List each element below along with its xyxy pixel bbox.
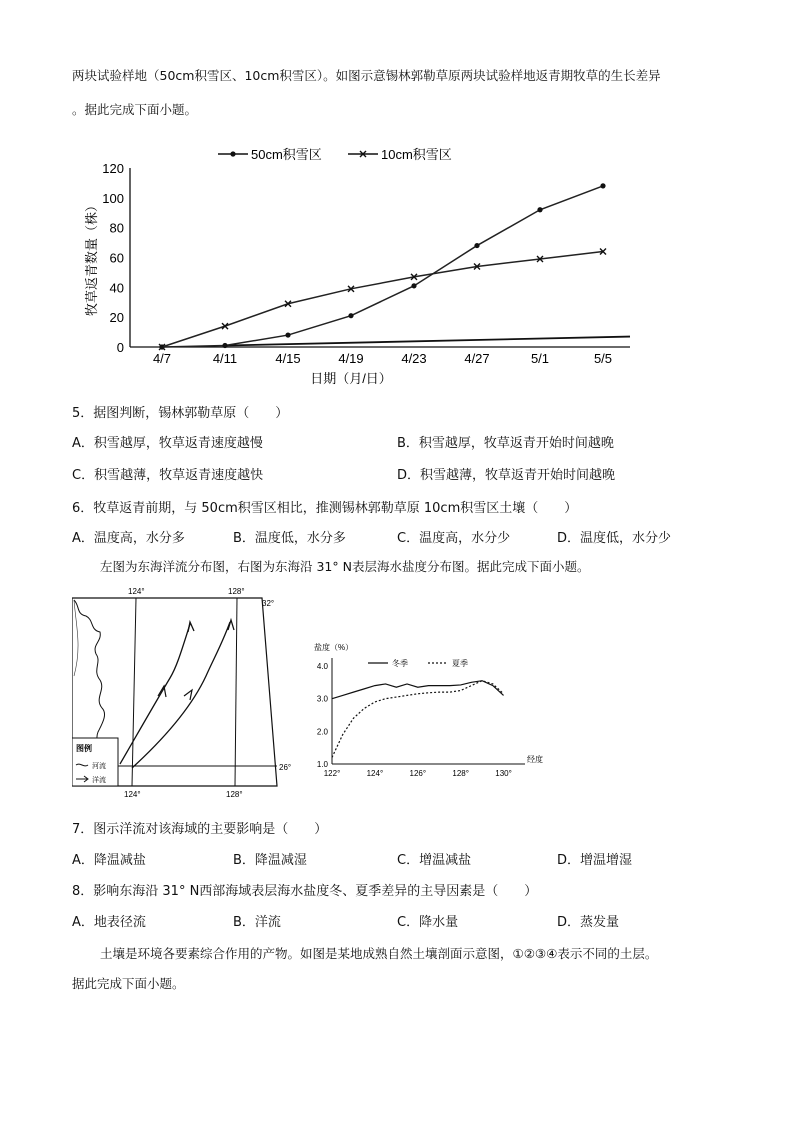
q5-option-d[interactable]: D．积雪越薄，牧草返青开始时间越晚 [397, 468, 616, 483]
chart1-point-50cm [411, 283, 416, 288]
q5-option-a[interactable]: A．积雪越厚，牧草返青速度越慢 [72, 436, 263, 451]
map-lon-124-bottom: 124° [124, 790, 141, 798]
q7-option-d[interactable]: D．增温增湿 [557, 853, 633, 868]
q5-option-b[interactable]: B．积雪越厚，牧草返青开始时间越晚 [397, 436, 614, 451]
chart1-series-line-1 [162, 252, 603, 347]
q8-option-d[interactable]: D．蒸发量 [557, 915, 620, 930]
q8-stem: 8．影响东海沿 31° N西部海域表层海水盐度冬、夏季差异的主导因素是（ ） [72, 884, 538, 899]
intro-line-1: 两块试验样地（50cm积雪区、10cm积雪区）。如图示意锡林郭勒草原两块试验样地返青期牧草的生长差异 [72, 68, 661, 83]
chart1-point-50cm [222, 343, 227, 348]
q6-option-a[interactable]: A．温度高，水分多 [72, 531, 185, 546]
chart2-legend-label-1: 夏季 [452, 659, 468, 668]
q6-option-d[interactable]: D．温度低，水分少 [557, 531, 672, 546]
intro-3-line-2: 据此完成下面小题。 [72, 976, 185, 991]
chart1-y-tick-label: 120 [102, 161, 124, 176]
chart1-point-50cm [285, 332, 290, 337]
intro-3-line-1: 土壤是环境各要素综合作用的产物。如图是某地成熟自然土壤剖面示意图，①②③④表示不同的土层。 [100, 946, 658, 961]
q5-option-c[interactable]: C．积雪越薄，牧草返青速度越快 [72, 468, 264, 483]
map-lon-124-top: 124° [128, 587, 145, 596]
chart2-x-tick-label: 126° [409, 769, 427, 778]
chart1-point-50cm [348, 313, 353, 318]
chart1-y-tick-label: 100 [102, 190, 124, 206]
chart1-x-tick-label: 5/5 [593, 351, 613, 366]
map-lat-26: 26° [279, 763, 292, 772]
map-legend-title: 图例 [76, 744, 92, 753]
chart1-x-tick-label: 4/19 [338, 351, 364, 366]
chart1-y-tick-label: 60 [109, 250, 124, 266]
q6-option-c[interactable]: C．温度高，水分少 [397, 531, 511, 546]
q8-option-c[interactable]: C．降水量 [397, 915, 459, 930]
chart2-y-tick-label: 4.0 [316, 662, 328, 671]
intro-line-2: 。据此完成下面小题。 [72, 102, 198, 117]
q7-option-b[interactable]: B．降温减湿 [233, 853, 307, 868]
intro-2: 左图为东海洋流分布图，右图为东海沿 31° N表层海水盐度分布图。据此完成下面小题。 [100, 559, 590, 574]
chart1-legend-label-0: 50cm积雪区 [251, 147, 322, 162]
chart2-y-tick-label: 2.0 [316, 727, 328, 737]
chart2-y-tick-label: 1.0 [316, 760, 328, 769]
map-lat-32: 32° [262, 599, 275, 608]
chart1-y-axis-label: 牧草返青数量（株） [84, 198, 99, 317]
chart1-x-tick-label: 4/27 [464, 351, 490, 366]
salinity-chart [310, 636, 550, 786]
chart2-series-line-1 [332, 681, 504, 758]
q6-stem: 6．牧草返青前期，与 50cm积雪区相比，推测锡林郭勒草原 10cm积雪区土壤（ ） [72, 501, 578, 516]
chart1-x-tick-label: 4/15 [275, 351, 301, 366]
chart2-x-tick-label: 124° [366, 769, 384, 778]
chart1-y-tick-label: 40 [109, 280, 124, 296]
chart1-y-tick-label: 20 [109, 310, 124, 326]
q7-option-c[interactable]: C．增温减盐 [397, 853, 472, 868]
chart1-y-tick-label: 0 [116, 340, 124, 355]
map-legend-current: 洋流 [92, 777, 106, 784]
map-lon-128-top: 128° [228, 587, 245, 596]
q8-option-b[interactable]: B．洋流 [233, 915, 281, 930]
chart2-legend-label-0: 冬季 [392, 659, 408, 668]
map-lon-128-bottom: 128° [226, 790, 243, 798]
chart2-x-tick-label: 128° [452, 769, 469, 778]
chart2-x-tick-label: 122° [323, 769, 341, 778]
chart2-series-line-0 [332, 681, 504, 699]
chart1-x-axis-label: 日期（月/日） [310, 371, 392, 385]
chart1-baseline-trend [225, 337, 630, 346]
map-legend-river: 河流 [92, 763, 106, 770]
chart2-y-axis-label: 盐度（%） [314, 643, 354, 652]
chart1-point-50cm [474, 243, 479, 248]
grass-greening-chart [80, 140, 650, 385]
east-china-sea-current-map [72, 586, 304, 798]
chart1-point-50cm [537, 207, 542, 212]
q7-option-a[interactable]: A．降温减盐 [72, 853, 146, 868]
q6-option-b[interactable]: B．温度低，水分多 [233, 531, 346, 546]
chart1-point-50cm [600, 183, 605, 188]
chart1-x-tick-label: 5/1 [530, 351, 550, 366]
chart2-x-axis-label: 经度 [527, 755, 543, 764]
q7-stem: 7．图示洋流对该海域的主要影响是（ ） [72, 822, 328, 837]
chart1-x-tick-label: 4/7 [152, 351, 172, 366]
chart1-legend-marker-0 [230, 151, 235, 156]
chart1-series-line-0 [162, 186, 603, 347]
chart1-y-tick-label: 80 [109, 220, 124, 236]
chart1-x-tick-label: 4/23 [401, 351, 427, 366]
q8-option-a[interactable]: A．地表径流 [72, 915, 146, 930]
chart2-y-tick-label: 3.0 [316, 694, 328, 704]
chart1-x-tick-label: 4/11 [212, 351, 238, 366]
chart2-x-tick-label: 130° [495, 769, 512, 778]
q5-stem: 5．据图判断，锡林郭勒草原（ ） [72, 406, 289, 421]
chart1-legend-label-1: 10cm积雪区 [381, 147, 452, 162]
